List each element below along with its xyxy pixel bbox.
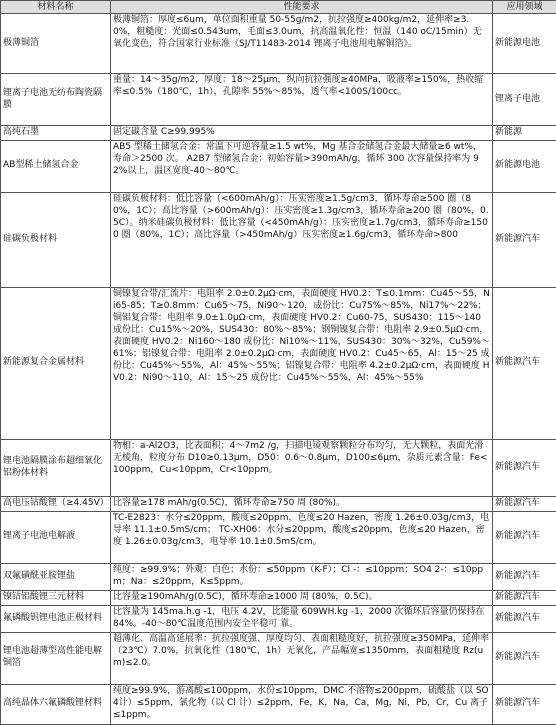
table-row	[1, 439, 556, 496]
material-name: 锂电池隔膜涂布超细氧化铝粉体材料	[1, 439, 111, 496]
table-row	[1, 496, 556, 511]
application-domain: 新能源汽车	[493, 632, 556, 684]
table-row	[1, 605, 556, 632]
material-name: 高电压钴酸锂（≥4.45V）	[1, 496, 111, 511]
application-domain: 新能源电池	[493, 140, 556, 192]
application-domain: 锂离子电池	[493, 74, 556, 126]
table-row	[1, 74, 556, 126]
performance-requirement: 比容量为 145ma.h.g -1，电压 4.2V，比能量 609WH.kg -1，2000 次循环后容量仍保持在 84%。-40～80℃温度范围内安全平稳可 靠。	[111, 605, 493, 632]
application-domain: 新能源汽车	[493, 511, 556, 563]
application-domain: 新能源汽车	[493, 496, 556, 511]
performance-requirement: 极薄铜箔：厚度≤6um，单位面积重量 50-55g/m2，抗拉强度≥400kg/m2，延伸率≥3.0%，粗糙度：光面≤0.543um，毛面≤3.0um，抗高温氧化性：恒温（140 oC/15min）无氧化变色，符合国家行业标准《SJ/T11483-2014 锂离子电池用电解铜箔》。	[111, 14, 493, 74]
table-row	[1, 287, 556, 439]
header-application: 应用领域	[493, 1, 556, 14]
performance-requirement: 纯度≥99.9%，游离酸≤100ppm，水份≤10ppm，DMC 不溶物≤200ppm，硫酸盐（以 SO4计）≤5ppm，氯化物（以 Cl 计）≤2ppm，Fe，K，Na，Ca，Mg，Ni，Pb，Cr，Cu 离子≤1ppm。	[111, 684, 493, 724]
application-domain: 新能源电池	[493, 14, 556, 74]
application-domain: 新能源汽车	[493, 684, 556, 724]
performance-requirement: 物相：a-Al2O3，比表面积：4～7m2 /g，扫描电镜观察颗粒分布均匀，无大颗粒，表面光滑无棱角，粒度分布 D10≥0.13μm，D50：0.6～0.8μm，D100≤6μm，杂质元素含量：Fe<100ppm，Cu<10ppm，Cr<10ppm。	[111, 439, 493, 496]
application-domain: 新能源汽车	[493, 192, 556, 287]
performance-requirement: 比容量≥190mAh/g(0.5C)，循环寿命≥1000 周 (80%，0.5C)。	[111, 590, 493, 605]
application-domain: 新能源汽车	[493, 439, 556, 496]
application-domain: 新能源汽车	[493, 590, 556, 605]
table-row	[1, 590, 556, 605]
performance-requirement: 重量：14～35g/m2，厚度：18～25μm，纵向抗拉强度≥40MPa，吸液率≥150%，热收缩率≤0.5%（180℃，1h），孔隙率 55%～85%，透气率<100S/100cc。	[111, 74, 493, 126]
application-domain: 新能源汽车	[493, 287, 556, 439]
material-name: 锂离子电池电解液	[1, 511, 111, 563]
performance-requirement: TC-E2823：水分≤20ppm，酸度≤20ppm，色度≤20 Hazen，密度 1.26±0.03g/cm3，电导率 11.1±0.5mS/cm； TC-XH06：水分≤20ppm，酸度≤20ppm，色度≤20 Hazen，密度 1.26±0.03g/cm3，电导率 10.1±0.5mS/cm。	[111, 511, 493, 563]
table-header-row	[1, 1, 556, 14]
table-row	[1, 563, 556, 590]
material-name: 锂离子电池无纺布陶瓷隔膜	[1, 74, 111, 126]
material-name: AB型稀土储氢合金	[1, 140, 111, 192]
material-name: 高纯石墨	[1, 126, 111, 141]
performance-requirement: AB5 型稀土储氢合金：常温下可逆容量≥1.5 wt%，Mg 基合金储氢合金最大储量≥6 wt%，寿命＞2500 次。 A2B7 型储氢合金：初始容量>390mAh/g，循环 300 次容量保持率为 92%以上，温区宽度-40～80℃。	[111, 140, 493, 192]
material-name: 氟磷酸钒锂电池正极材料	[1, 605, 111, 632]
material-name: 高纯晶体六氟磷酸锂材料	[1, 684, 111, 724]
table-row	[1, 511, 556, 563]
performance-requirement: 固定碳含量 C≥99.995%	[111, 126, 493, 141]
material-name: 锂电池超薄型高性能电解铜箔	[1, 632, 111, 684]
material-name: 镍钴铝酸锂三元材料	[1, 590, 111, 605]
performance-requirement: 比容量≥178 mAh/g(0.5C)，循环寿命≥750 周 (80%)。	[111, 496, 493, 511]
table-row	[1, 140, 556, 192]
application-domain: 新能源汽车	[493, 605, 556, 632]
performance-requirement: 纯度：≥99.9%；外观：白色；水份：≤50ppm（K-F）；Cl -：≤10ppm；SO4 2-：≤10ppm；Na：≤20ppm，K≤5ppm。	[111, 563, 493, 590]
table-row	[1, 684, 556, 724]
material-name: 双氟磺酰亚胺锂盐	[1, 563, 111, 590]
table-row	[1, 14, 556, 74]
table-row	[1, 192, 556, 287]
material-name: 极薄铜箔	[1, 14, 111, 74]
performance-requirement: 硅碳负极材料：低比容量（<600mAh/g）：压实密度≥1.5g/cm3，循环寿命≥500 圈（80%，1C）；高比容量（>600mAh/g）：压实密度≥1.3g/cm3，循环寿命≥200 圈（80%，0.5C）。纳米硅碳负极材料：低比容量（<450mAh/g）：压实密度≥1.7g/cm3，循环寿命≥1500 圈（80%，1C）；高比容量（>450mAh/g）压实密度≥1.6g/cm3，循环寿命>800	[111, 192, 493, 287]
material-name: 硅碳负极材料	[1, 192, 111, 287]
header-performance: 性能要求	[111, 1, 493, 14]
performance-requirement: 超薄化、高温高延展率：抗拉强度强、厚度均匀、表面粗糙度好，抗拉强度≥350MPa，延伸率（23℃）7.0%，抗氧化性（180℃，1h）无氧化，产品幅宽≤1350mm，表面粗糙度 Rz(um)≤2.0。	[111, 632, 493, 684]
material-name: 新能源复合金属材料	[1, 287, 111, 439]
application-domain: 新能源	[493, 126, 556, 141]
table-row	[1, 632, 556, 684]
application-domain: 新能源汽车	[493, 563, 556, 590]
performance-requirement: 铜镍复合带/汇流片：电阻率 2.0±0.2μΩ·cm，表面硬度 HV0.2：T≤0.1mm：Cu45～55，Ni65-85；T≥0.8mm：Cu65～75，Ni90～120，成份比：Cu75%～85%，Ni17%～22%；铜铝复合带：电阻率 9.0±1.0μΩ·cm，表面硬度 HV0.2：Cu60-75，SUS430：115～140 成份比：Cu15%～20%，SUS430：80%～85%；钢铜镍复合带：电阻率 2.9±0.5μΩ·cm，表面硬度 HV0.2：Ni160～180 成份比：Ni10%～11%，SUS430：30%～32%，Cu59%～61%；铝镍复合带：电阻率 2.0±0.2μΩ·cm，表面硬度 HV0.2：Cu45～65，Al：15～25 成份比：Cu45%～55%，Al：45%～55%；铝镍复合带：电阻率 4.2±0.2μΩ·cm，表面硬度 HV0.2：Ni90～110，Al：15～25 成份比：Cu45%～55%，Al：45%～55%	[111, 287, 493, 439]
table-row	[1, 126, 556, 141]
header-material-name: 材料名称	[1, 1, 111, 14]
